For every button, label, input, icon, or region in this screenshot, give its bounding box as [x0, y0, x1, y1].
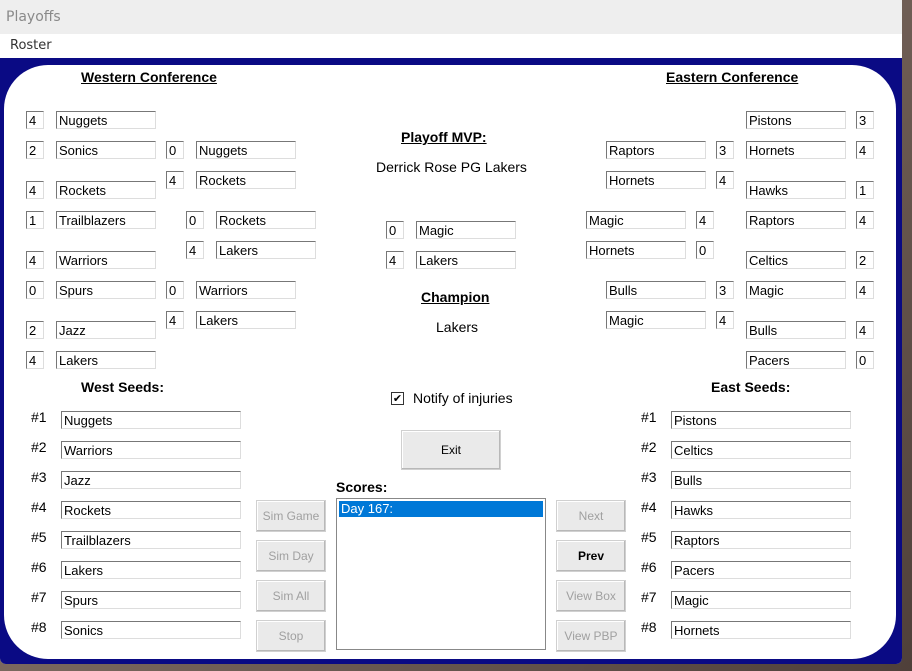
menu-bar — [0, 34, 902, 58]
west-seeds-title: West Seeds: — [81, 379, 164, 395]
mvp-value: Derrick Rose PG Lakers — [376, 159, 527, 175]
series-wins: 3 — [856, 111, 874, 129]
series-wins: 0 — [26, 281, 44, 299]
series-wins: 4 — [26, 181, 44, 199]
series-wins: 3 — [716, 281, 734, 299]
exit-button[interactable]: Exit — [401, 430, 501, 470]
prev-button[interactable]: Prev — [556, 540, 626, 572]
series-team: Hornets — [746, 141, 846, 159]
seed-rank: #8 — [31, 619, 47, 635]
sim-all-button[interactable]: Sim All — [256, 580, 326, 612]
series-team: Magic — [746, 281, 846, 299]
series-team: Raptors — [606, 141, 706, 159]
seed-rank: #7 — [31, 589, 47, 605]
seed-rank: #1 — [31, 409, 47, 425]
series-wins: 4 — [856, 281, 874, 299]
seed-rank: #3 — [31, 469, 47, 485]
series-team: Spurs — [56, 281, 156, 299]
series-wins: 4 — [856, 321, 874, 339]
series-wins: 4 — [166, 171, 184, 189]
series-wins: 2 — [26, 321, 44, 339]
series-wins: 4 — [26, 351, 44, 369]
seed-rank: #5 — [31, 529, 47, 545]
notify-injuries-checkbox[interactable]: ✔ — [392, 392, 403, 405]
series-wins: 4 — [26, 251, 44, 269]
seed-rank: #7 — [641, 589, 657, 605]
west-conference-header: Western Conference — [81, 69, 217, 85]
view-pbp-button[interactable]: View PBP — [556, 620, 626, 652]
seed-rank: #4 — [31, 499, 47, 515]
series-wins: 4 — [26, 111, 44, 129]
champion-value: Lakers — [436, 319, 479, 335]
series-wins: 3 — [716, 141, 734, 159]
series-wins: 0 — [856, 351, 874, 369]
series-team: Nuggets — [196, 141, 296, 159]
seed-team: Lakers — [61, 561, 241, 579]
series-team: Rockets — [196, 171, 296, 189]
series-team: Nuggets — [56, 111, 156, 129]
scores-title: Scores: — [336, 479, 388, 495]
series-team: Bulls — [746, 321, 846, 339]
series-wins: 4 — [166, 311, 184, 329]
seed-team: Sonics — [61, 621, 241, 639]
series-wins: 0 — [696, 241, 714, 259]
notify-injuries-label: Notify of injuries — [413, 390, 513, 406]
series-wins: 4 — [856, 211, 874, 229]
menu-roster[interactable]: Roster — [10, 38, 52, 53]
series-team: Magic — [586, 211, 686, 229]
series-team: Jazz — [56, 321, 156, 339]
seed-team: Nuggets — [61, 411, 241, 429]
seed-rank: #3 — [641, 469, 657, 485]
series-wins: 0 — [386, 221, 404, 239]
sim-day-button[interactable]: Sim Day — [256, 540, 326, 572]
seed-team: Jazz — [61, 471, 241, 489]
series-team: Trailblazers — [56, 211, 156, 229]
stop-button[interactable]: Stop — [256, 620, 326, 652]
series-team: Sonics — [56, 141, 156, 159]
sim-game-button[interactable]: Sim Game — [256, 500, 326, 532]
series-wins: 1 — [26, 211, 44, 229]
series-wins: 4 — [386, 251, 404, 269]
title-bar — [0, 0, 902, 34]
champion-title: Champion — [421, 289, 490, 305]
window-title: Playoffs — [6, 9, 61, 25]
series-wins: 0 — [186, 211, 204, 229]
view-box-button[interactable]: View Box — [556, 580, 626, 612]
seed-team: Raptors — [671, 531, 851, 549]
series-team: Rockets — [216, 211, 316, 229]
scores-list[interactable] — [336, 498, 546, 650]
series-wins: 4 — [856, 141, 874, 159]
seed-team: Pistons — [671, 411, 851, 429]
series-wins: 4 — [716, 311, 734, 329]
series-wins: 2 — [26, 141, 44, 159]
series-team: Lakers — [56, 351, 156, 369]
series-team: Lakers — [216, 241, 316, 259]
series-wins: 0 — [166, 281, 184, 299]
series-team: Magic — [606, 311, 706, 329]
series-team: Hornets — [606, 171, 706, 189]
series-team: Magic — [416, 221, 516, 239]
series-team: Hornets — [586, 241, 686, 259]
mvp-title: Playoff MVP: — [401, 129, 487, 145]
scores-list-item[interactable]: Day 167: — [339, 501, 543, 517]
series-team: Pistons — [746, 111, 846, 129]
seed-team: Hawks — [671, 501, 851, 519]
series-team: Lakers — [196, 311, 296, 329]
seed-rank: #5 — [641, 529, 657, 545]
series-team: Pacers — [746, 351, 846, 369]
seed-team: Hornets — [671, 621, 851, 639]
series-team: Rockets — [56, 181, 156, 199]
east-conference-header: Eastern Conference — [666, 69, 799, 85]
series-team: Raptors — [746, 211, 846, 229]
east-seeds-title: East Seeds: — [711, 379, 791, 395]
seed-team: Spurs — [61, 591, 241, 609]
seed-team: Pacers — [671, 561, 851, 579]
seed-rank: #2 — [31, 439, 47, 455]
series-wins: 1 — [856, 181, 874, 199]
series-wins: 4 — [696, 211, 714, 229]
series-wins: 4 — [716, 171, 734, 189]
series-team: Hawks — [746, 181, 846, 199]
seed-rank: #1 — [641, 409, 657, 425]
next-button[interactable]: Next — [556, 500, 626, 532]
series-team: Lakers — [416, 251, 516, 269]
seed-rank: #6 — [31, 559, 47, 575]
seed-rank: #2 — [641, 439, 657, 455]
seed-rank: #8 — [641, 619, 657, 635]
seed-team: Trailblazers — [61, 531, 241, 549]
series-team: Warriors — [196, 281, 296, 299]
seed-team: Bulls — [671, 471, 851, 489]
series-wins: 0 — [166, 141, 184, 159]
series-team: Celtics — [746, 251, 846, 269]
series-wins: 2 — [856, 251, 874, 269]
seed-team: Rockets — [61, 501, 241, 519]
seed-team: Warriors — [61, 441, 241, 459]
seed-team: Celtics — [671, 441, 851, 459]
seed-rank: #6 — [641, 559, 657, 575]
series-wins: 4 — [186, 241, 204, 259]
series-team: Warriors — [56, 251, 156, 269]
seed-team: Magic — [671, 591, 851, 609]
seed-rank: #4 — [641, 499, 657, 515]
series-team: Bulls — [606, 281, 706, 299]
